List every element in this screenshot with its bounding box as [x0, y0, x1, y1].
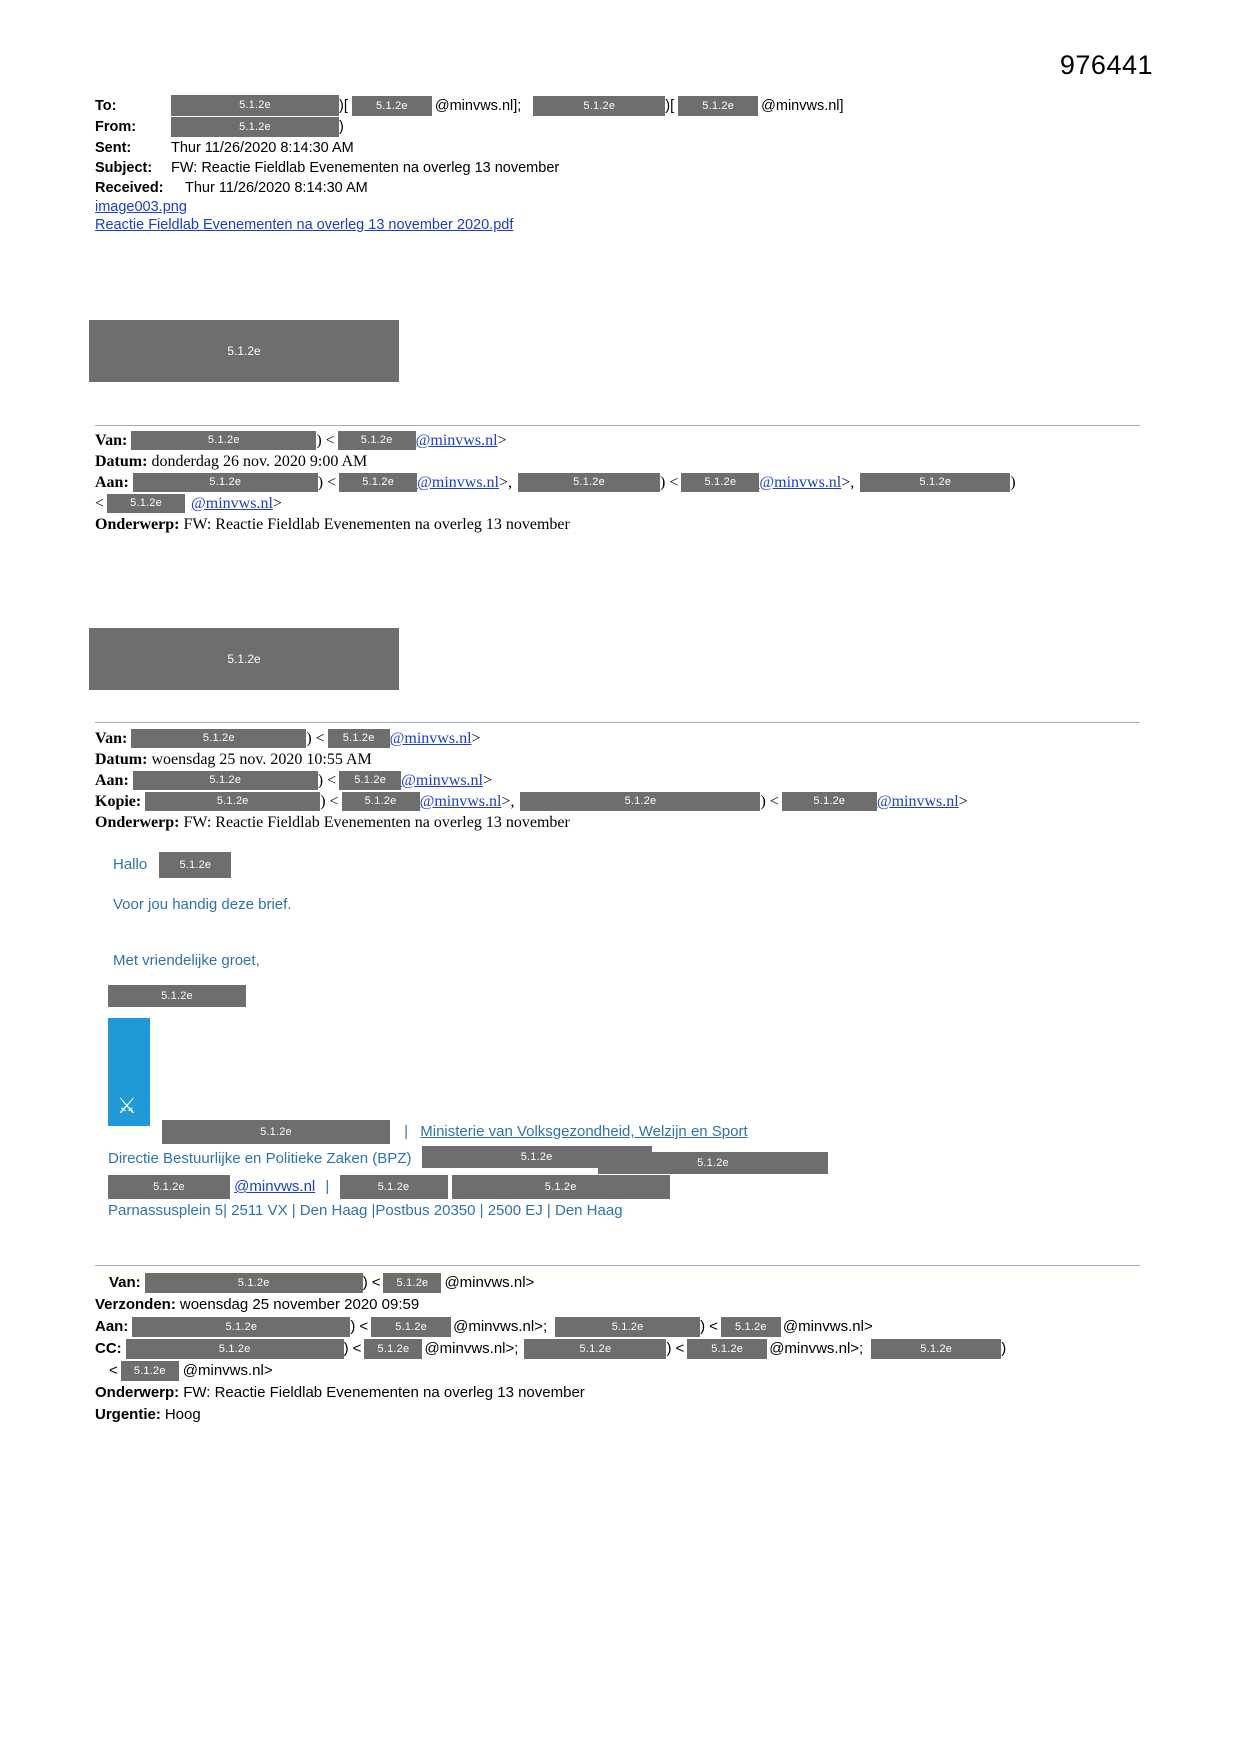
redaction-box: 5.1.2e: [371, 1317, 451, 1337]
reply1-aan-comma2: ,: [850, 474, 855, 491]
reply3-cc-domain1: @minvws.nl>;: [424, 1340, 519, 1357]
reply-header-3: [95, 1272, 1160, 1426]
header-row-from: [95, 117, 1155, 137]
reply3-aan-lt2: <: [709, 1318, 718, 1335]
ministry-crest-icon: ⚔: [117, 1093, 137, 1118]
reply2-aan-lt: <: [327, 772, 337, 789]
redaction-box: 5.1.2e: [340, 1175, 448, 1199]
reply2-van-gt: >: [471, 730, 481, 747]
redaction-box: 5.1.2e: [133, 473, 318, 492]
redaction-box: 5.1.2e: [383, 1273, 441, 1293]
reply3-cc-domain2: @minvws.nl>;: [769, 1340, 864, 1357]
reply2-label-kopie: Kopie:: [95, 793, 142, 810]
reply3-van-domain: @minvws.nl>: [444, 1274, 535, 1291]
header-label-sent: Sent:: [95, 139, 132, 156]
redaction-box: 5.1.2e: [678, 96, 758, 116]
redaction-box: 5.1.2e: [339, 771, 401, 790]
reply3-aan-lt1: <: [359, 1318, 369, 1335]
reply3-van-close: ): [362, 1274, 368, 1291]
header-label-from: From:: [95, 119, 137, 135]
reply1-row-aan: [95, 472, 1155, 493]
reply3-cc-lt3: <: [109, 1362, 118, 1379]
reply2-kopie-comma: ,: [510, 793, 515, 810]
header-label-subject: Subject:: [95, 159, 153, 176]
reply1-aan-gt2: >: [841, 474, 851, 491]
reply2-van-close: ): [306, 730, 312, 747]
header-row-to: [95, 95, 1155, 116]
reply2-value-onderwerp: FW: Reactie Fieldlab Evenementen na overleg 13 november: [183, 814, 570, 831]
reply3-row-verzonden: [95, 1294, 1160, 1316]
redaction-box: 5.1.2e: [171, 117, 339, 137]
redaction-box: 5.1.2e: [162, 1120, 390, 1144]
reply2-label-datum: Datum:: [95, 751, 148, 768]
email-header: [95, 95, 1155, 233]
reply2-row-aan: [95, 770, 1155, 791]
redacted-image-block: 5.1.2e: [89, 628, 399, 690]
reply1-row-datum: [95, 451, 1155, 472]
reply2-kopie-close1: ): [320, 793, 326, 810]
redaction-box: 5.1.2e: [364, 1339, 422, 1359]
reply1-label-van: Van:: [95, 432, 128, 449]
redaction-box: 5.1.2e: [159, 852, 231, 878]
reply3-row-urgentie: [95, 1404, 1160, 1426]
reply2-aan-domain[interactable]: @minvws.nl: [401, 772, 483, 789]
redaction-box: 5.1.2e: [860, 473, 1010, 492]
reply1-row-aan-cont: [95, 493, 1155, 514]
reply3-row-aan: [95, 1316, 1160, 1338]
redaction-box: 5.1.2e: [107, 494, 185, 513]
reply1-row-onderwerp: [95, 514, 1155, 535]
reply1-aan-lt3: <: [95, 495, 105, 512]
document-number: 976441: [1059, 50, 1153, 80]
redaction-box: 5.1.2e: [145, 792, 320, 811]
reply3-cc-close1: ): [343, 1340, 349, 1357]
reply2-kopie-domain1[interactable]: @minvws.nl: [419, 793, 502, 810]
redaction-box: 5.1.2e: [338, 431, 416, 450]
reply2-label-aan: Aan:: [95, 772, 129, 789]
reply2-aan-close: ): [317, 772, 324, 789]
body-greeting-row: [113, 852, 231, 878]
reply1-aan-lt1: <: [327, 474, 337, 491]
reply1-sep-close: ): [316, 432, 322, 449]
reply2-row-datum: [95, 749, 1155, 770]
redaction-box: 5.1.2e: [108, 985, 246, 1007]
reply2-label-onderwerp: Onderwerp:: [95, 814, 180, 831]
header-value-sent: Thur 11/26/2020 8:14:30 AM: [171, 139, 354, 156]
redacted-image-block: 5.1.2e: [89, 320, 399, 382]
header-row-subject: [95, 158, 1155, 177]
reply1-aan-gt1: >: [499, 474, 509, 491]
reply1-aan-sep1: ): [317, 474, 324, 491]
redaction-box: 5.1.2e: [171, 95, 339, 116]
redaction-box: 5.1.2e: [339, 473, 417, 492]
reply2-row-kopie: [95, 791, 1155, 812]
signature-directorate-row: [108, 1148, 652, 1170]
header-to-domain2: @minvws.nl]: [761, 97, 844, 114]
reply3-value-onderwerp: FW: Reactie Fieldlab Evenementen na overleg 13 november: [183, 1384, 585, 1401]
reply2-value-datum: woensdag 25 nov. 2020 10:55 AM: [151, 751, 372, 768]
reply3-aan-close1: ): [350, 1318, 356, 1335]
reply3-aan-close2: ): [700, 1318, 706, 1335]
reply3-row-onderwerp: [95, 1382, 1160, 1404]
redaction-box: 5.1.2e: [131, 431, 316, 450]
reply1-aan-domain2[interactable]: @minvws.nl: [759, 474, 842, 491]
redaction-box: 5.1.2e: [108, 1175, 230, 1199]
redaction-box: 5.1.2e: [342, 792, 420, 811]
reply1-aan-sep3: ): [1010, 474, 1016, 491]
reply3-cc-close3: ): [1001, 1340, 1007, 1357]
divider: [95, 425, 1140, 426]
reply3-cc-domain3: @minvws.nl>: [182, 1362, 273, 1379]
reply3-cc-lt2: <: [675, 1340, 685, 1357]
reply3-cc-close2: ): [666, 1340, 672, 1357]
reply2-van-domain[interactable]: @minvws.nl: [389, 730, 472, 747]
body-greeting: Hallo: [113, 855, 148, 873]
reply1-aan-lt2: <: [669, 474, 679, 491]
redaction-box: 5.1.2e: [452, 1175, 670, 1199]
reply1-aan-sep2: ): [660, 474, 666, 491]
header-to-sep1: )[: [339, 97, 348, 114]
reply3-aan-domain2: @minvws.nl>: [782, 1318, 873, 1335]
redaction-box: 5.1.2e: [871, 1339, 1001, 1359]
redaction-box: 5.1.2e: [555, 1317, 700, 1337]
redaction-box: 5.1.2e: [782, 792, 877, 811]
signature-ministry: Ministerie van Volksgezondheid, Welzijn en Sport: [420, 1122, 748, 1140]
reply1-row-van: [95, 430, 1155, 451]
reply3-label-cc: CC:: [95, 1340, 122, 1357]
signature-address: Parnassusplein 5| 2511 VX | Den Haag |Postbus 20350 | 2500 EJ | Den Haag: [108, 1202, 623, 1219]
redaction-box: 5.1.2e: [132, 1317, 350, 1337]
divider: [95, 722, 1140, 723]
reply1-aan-comma1: ,: [508, 474, 513, 491]
reply2-row-van: [95, 728, 1155, 749]
redaction-box: 5.1.2e: [518, 473, 660, 492]
redaction-box: 5.1.2e: [131, 729, 306, 748]
redaction-box: 5.1.2e: [121, 1361, 179, 1381]
header-to-domain1: @minvws.nl];: [434, 97, 522, 114]
reply2-kopie-domain2[interactable]: @minvws.nl: [876, 793, 959, 810]
reply2-kopie-close2: ): [760, 793, 766, 810]
attachment-link-image[interactable]: image003.png: [95, 199, 187, 215]
reply3-row-van: [95, 1272, 1160, 1294]
reply3-value-urgentie: Hoog: [164, 1406, 201, 1423]
reply1-aan-domain3[interactable]: @minvws.nl: [191, 495, 273, 512]
divider: [95, 1265, 1140, 1266]
reply2-kopie-gt2: >: [958, 793, 968, 810]
reply3-cc-lt1: <: [352, 1340, 362, 1357]
redaction-box: 5.1.2e: [524, 1339, 666, 1359]
reply3-label-van: Van:: [109, 1274, 141, 1291]
reply1-van-domain[interactable]: @minvws.nl: [415, 432, 498, 449]
redaction-box: 5.1.2e: [520, 792, 760, 811]
reply1-sep-gt: >: [497, 432, 507, 449]
redaction-box: 5.1.2e: [328, 729, 390, 748]
redaction-box: 5.1.2e: [687, 1339, 767, 1359]
header-from-sep: ): [339, 119, 344, 135]
reply1-sep-lt: <: [325, 432, 335, 449]
reply1-aan-domain1[interactable]: @minvws.nl: [417, 474, 499, 491]
reply3-label-verzonden: Verzonden:: [95, 1296, 176, 1313]
reply2-kopie-lt1: <: [329, 793, 339, 810]
signature-email-row: [108, 1175, 670, 1199]
reply2-label-van: Van:: [95, 730, 128, 747]
header-row-sent: [95, 138, 1155, 157]
reply1-value-onderwerp: FW: Reactie Fieldlab Evenementen na overleg 13 november: [183, 516, 570, 533]
redaction-box: 5.1.2e: [721, 1317, 781, 1337]
redaction-box: 5.1.2e: [133, 771, 318, 790]
header-row-received: [95, 178, 1155, 197]
redaction-box: 5.1.2e: [126, 1339, 344, 1359]
signature-pipe: |: [404, 1122, 409, 1140]
attachment-link-pdf[interactable]: Reactie Fieldlab Evenementen na overleg 13 november 2020.pdf: [95, 217, 514, 233]
reply-header-2: [95, 728, 1155, 833]
header-to-sep2: )[: [665, 97, 675, 114]
reply3-van-lt: <: [371, 1274, 381, 1291]
redaction-box: 5.1.2e: [681, 473, 759, 492]
reply2-kopie-gt1: >: [501, 793, 511, 810]
reply3-row-cc-cont: [95, 1360, 1160, 1382]
reply3-label-urgentie: Urgentie:: [95, 1406, 161, 1423]
reply3-value-verzonden: woensdag 25 november 2020 09:59: [179, 1296, 420, 1313]
reply2-row-onderwerp: [95, 812, 1155, 833]
body-line-1: Voor jou handig deze brief.: [113, 896, 292, 913]
header-label-received: Received:: [95, 179, 164, 196]
signature-pipe-2: |: [325, 1177, 330, 1195]
reply2-van-lt: <: [315, 730, 325, 747]
redaction-box: 5.1.2e: [352, 96, 432, 116]
reply-header-1: [95, 430, 1155, 535]
signature-directorate: Directie Bestuurlijke en Politieke Zaken (BPZ): [108, 1149, 412, 1167]
redaction-box: 5.1.2e: [145, 1273, 363, 1293]
redaction-box: 5.1.2e: [598, 1152, 828, 1174]
header-value-received: Thur 11/26/2020 8:14:30 AM: [185, 179, 368, 196]
reply2-kopie-lt2: <: [769, 793, 779, 810]
reply1-label-datum: Datum:: [95, 453, 148, 470]
header-value-subject: FW: Reactie Fieldlab Evenementen na overleg 13 november: [171, 159, 560, 176]
signature-email-domain[interactable]: @minvws.nl: [234, 1177, 316, 1195]
redaction-box: 5.1.2e: [533, 96, 665, 116]
reply1-label-onderwerp: Onderwerp:: [95, 516, 180, 533]
reply1-label-aan: Aan:: [95, 474, 129, 491]
reply1-aan-gt3: >: [272, 495, 282, 512]
redaction-box: 5.1.2e: [422, 1146, 652, 1168]
signature-name-row: [162, 1120, 748, 1144]
reply3-label-aan: Aan:: [95, 1318, 129, 1335]
reply3-aan-domain1: @minvws.nl>;: [453, 1318, 548, 1335]
reply3-label-onderwerp: Onderwerp:: [95, 1384, 180, 1401]
header-label-to: To:: [95, 97, 117, 114]
reply2-aan-gt: >: [483, 772, 493, 789]
body-closing: Met vriendelijke groet,: [113, 952, 260, 969]
reply3-row-cc: [95, 1338, 1160, 1360]
reply1-value-datum: donderdag 26 nov. 2020 9:00 AM: [151, 453, 368, 470]
